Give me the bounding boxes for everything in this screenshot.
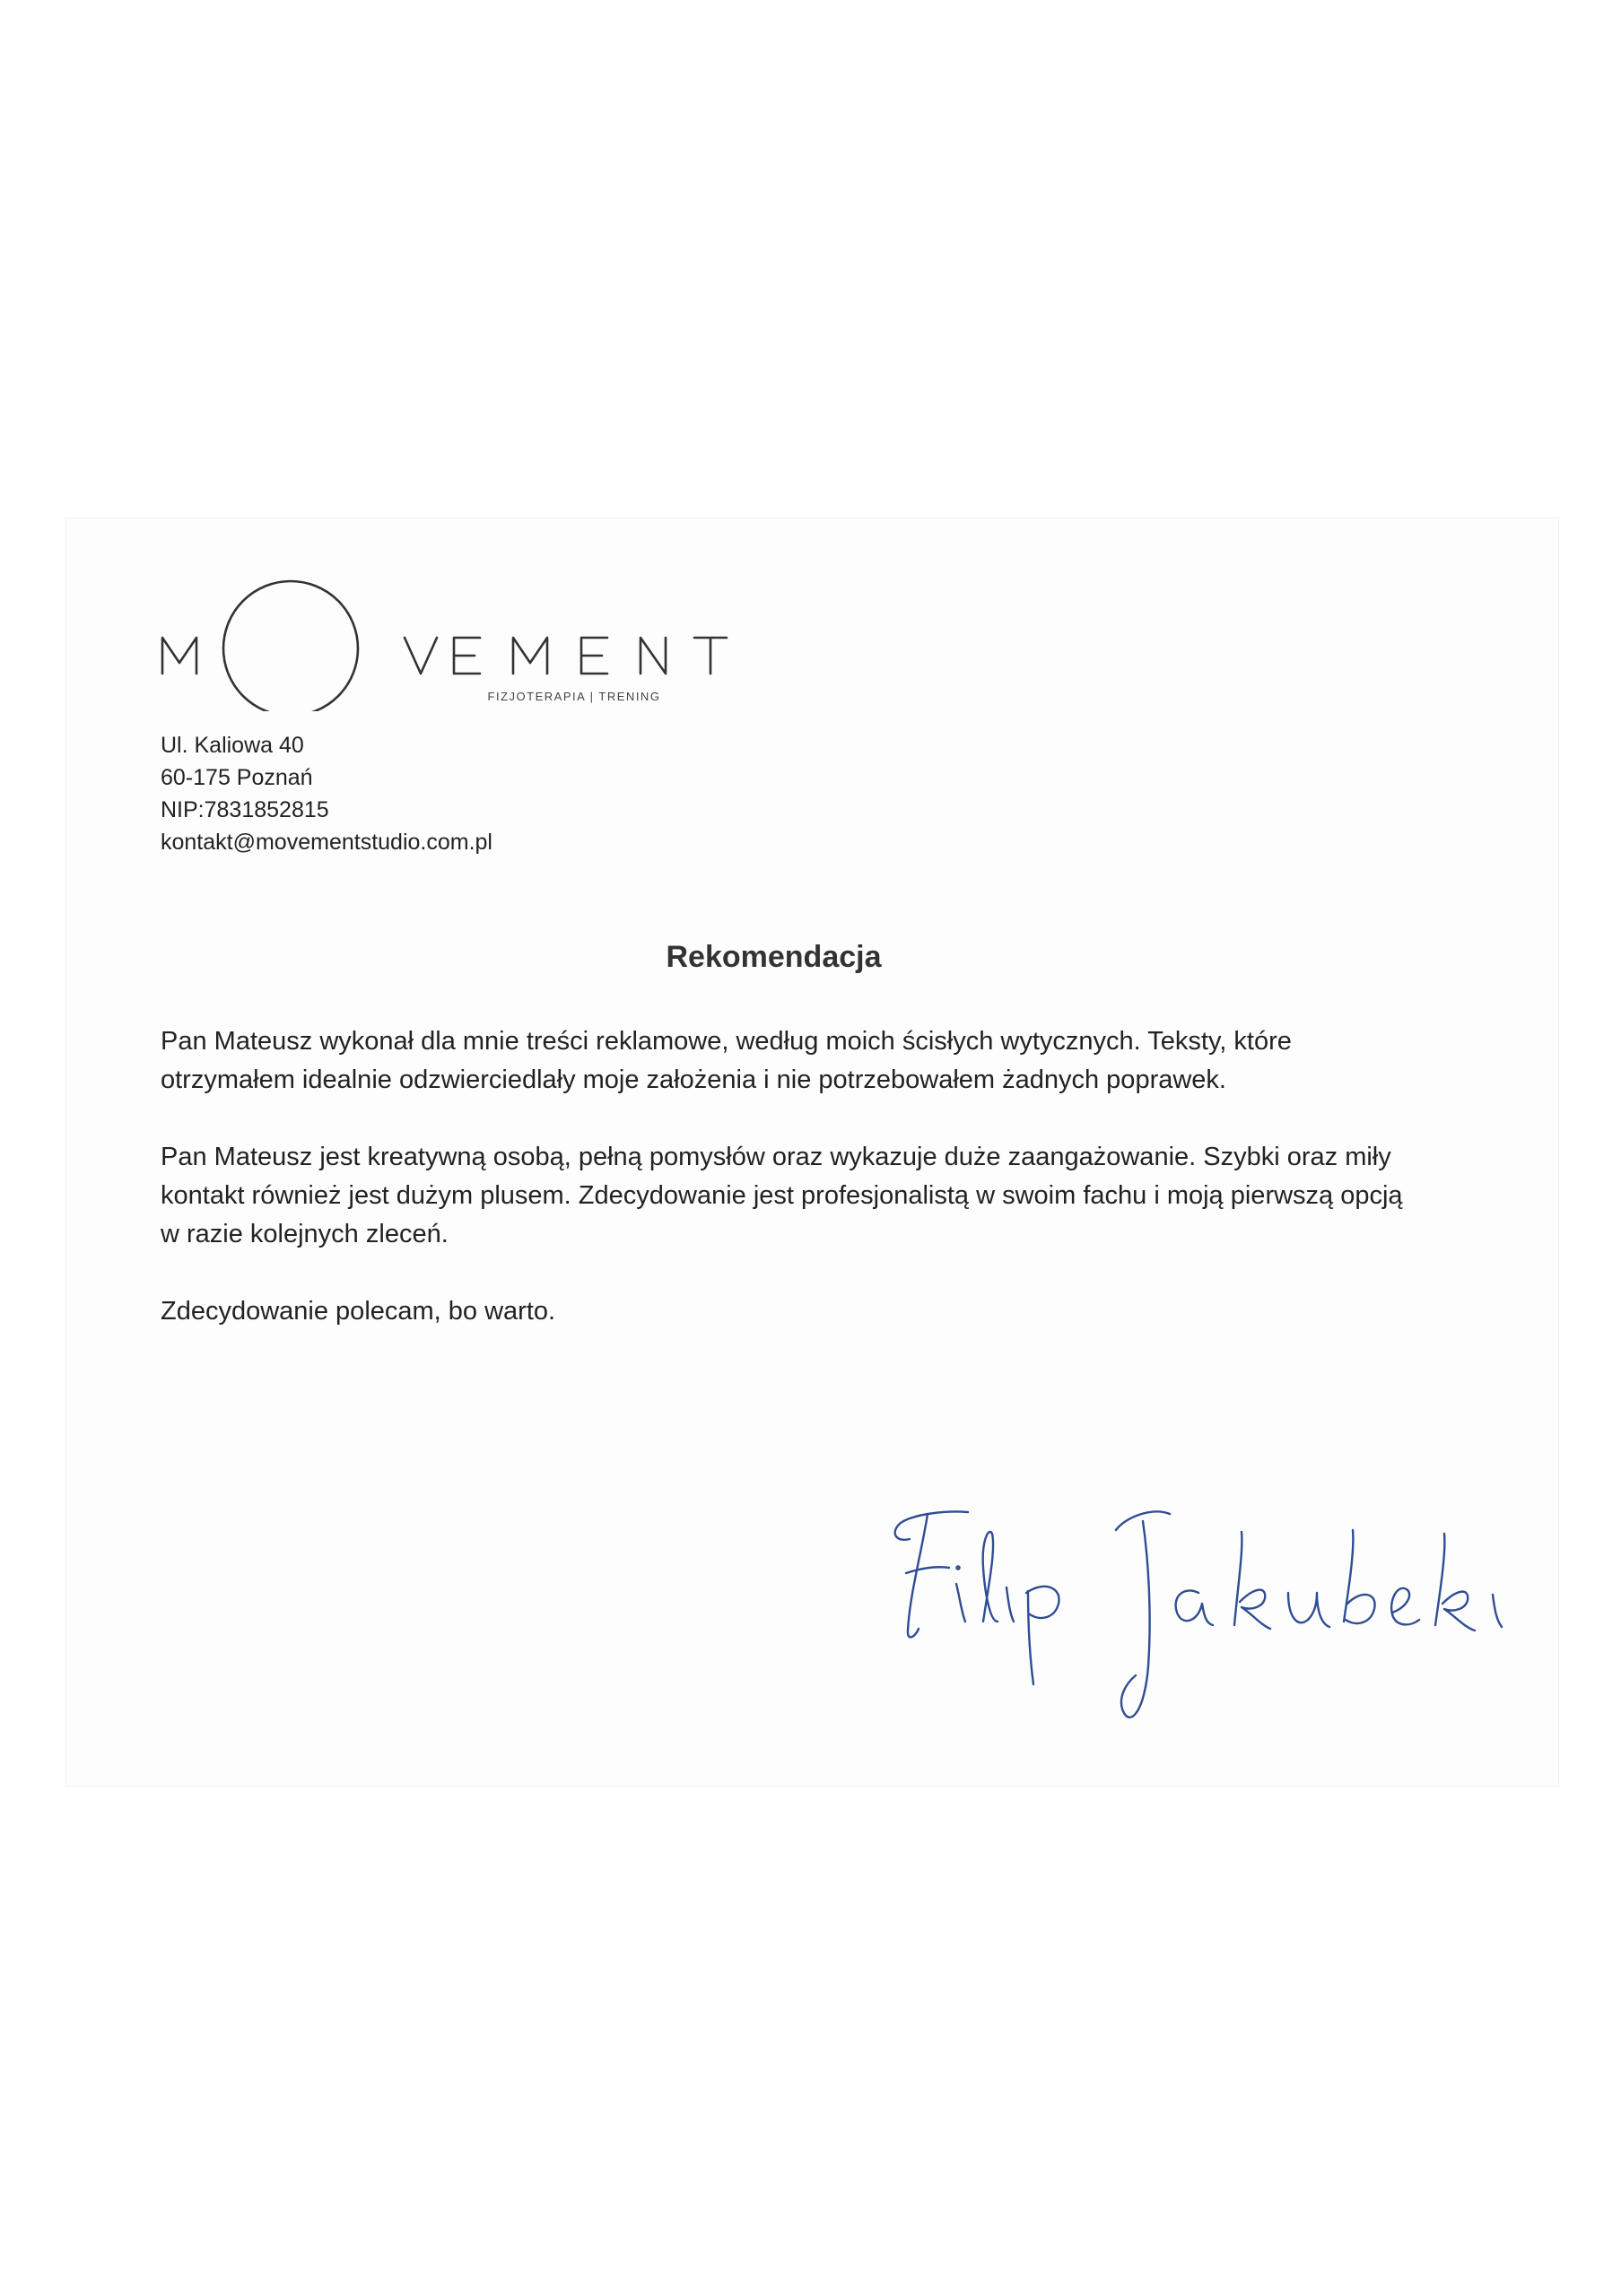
address-nip: NIP:7831852815 xyxy=(161,797,329,822)
address-email: kontakt@movementstudio.com.pl xyxy=(161,830,492,855)
letter-paragraph: Zdecydowanie polecam, bo warto. xyxy=(161,1297,556,1326)
company-logo xyxy=(156,568,856,711)
letter-paragraph: Pan Mateusz wykonał dla mnie treści reklamowe, według moich ścisłych wytycznych. Teksty, które otrzymałem idealnie odzwierciedlały moje założenia i nie potrzebowałem żadnych poprawek. xyxy=(161,1027,1292,1094)
logo-wordmark-graphic xyxy=(156,568,856,711)
signature-graphic xyxy=(883,1487,1547,1756)
address-city: 60-175 Poznań xyxy=(161,765,313,790)
logo-tagline: FIZJOTERAPIA | TRENING xyxy=(487,690,661,703)
handwritten-signature xyxy=(883,1487,1547,1756)
letter-paragraph: Pan Mateusz jest kreatywną osobą, pełną pomysłów oraz wykazuje duże zaangażowanie. Szybki oraz miły kontakt również jest dużym plusem. Zdecydowanie jest profesjonalistą w swoim fachu i moją pierwszą opcją w razie kolejnych zleceń. xyxy=(161,1143,1403,1248)
letter-title: Rekomendacja xyxy=(666,940,882,974)
letter-body xyxy=(161,1022,1416,1370)
recommendation-letter xyxy=(65,517,1559,1787)
company-address xyxy=(161,729,492,858)
address-street: Ul. Kaliowa 40 xyxy=(161,733,304,758)
